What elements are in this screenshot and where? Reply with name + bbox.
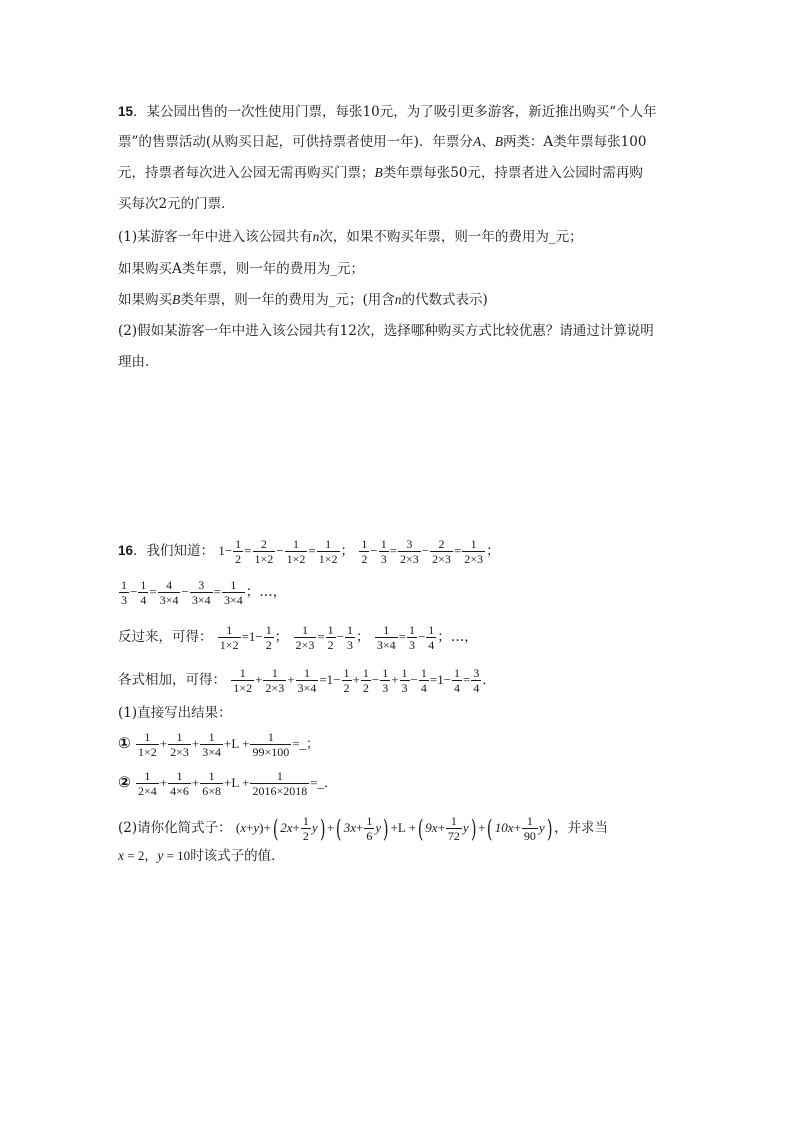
- q16-known-line1: 16．我们知道： 1− $\frac{1}{2}$ = $\frac{2}{1\times 2}$ − $\frac{1}{1\times 2}$ = $\frac{1}{1\times 2}$ ； $\frac{1}{2}$ − $\frac{1}{3}$ = $\frac{3}{2\times 3}$ − $\frac{2}{2\times 3}$ = $\frac{1}{2\times 3}$ ；: [118, 537, 500, 566]
- q15-part1-a: [118, 259, 364, 279]
- fraction: $\frac{1}{90}$: [523, 814, 536, 843]
- fraction: $\frac{1}{3}$: [347, 623, 354, 652]
- q15-text-4: 买每次2元的门票．: [118, 196, 235, 212]
- q16-part2-cond-tail: 时该式子的值．: [190, 848, 285, 864]
- fraction: $\frac{1}{1\times 2}$: [286, 537, 306, 566]
- q16-part2-text: (2)请你化简式子：: [118, 820, 232, 836]
- q16-part1-item1: ① $\frac{1}{1\times 2}$ + $\frac{1}{2\times 3}$ + $\frac{1}{3\times 4}$ +L + $\frac{1}{99\times 100}$ =_；: [118, 730, 320, 759]
- fraction: $\frac{1}{2}$: [343, 666, 350, 695]
- q16-reverse-label: 反过来，可得：: [118, 629, 213, 645]
- var-b: B: [494, 134, 503, 149]
- fraction: $\frac{1}{4}$: [420, 666, 427, 695]
- q15-line3: [118, 163, 643, 183]
- fraction: $\frac{1}{2}$: [327, 623, 334, 652]
- q16-part2-condition: [118, 846, 285, 866]
- fraction: $\frac{1}{3\times 4}$: [376, 623, 396, 652]
- q15-part1-text: (1)某游客一年中进入该公园共有: [118, 229, 313, 245]
- var-n: n: [394, 292, 402, 307]
- ellipsis-symbol: L: [231, 736, 239, 751]
- fraction: $\frac{3}{2\times 3}$: [400, 537, 419, 566]
- separator: ；: [340, 543, 355, 559]
- fraction: $\frac{4}{3\times 4}$: [159, 578, 179, 607]
- fraction: $\frac{1}{3}$: [401, 666, 408, 695]
- fraction: $\frac{1}{1\times 2}$: [219, 623, 239, 652]
- fraction: $\frac{1}{4}$: [428, 623, 435, 652]
- fraction: $\frac{1}{2\times 3}$: [170, 730, 189, 759]
- q15-part1: [118, 227, 583, 247]
- q15-part2-text: (2)假如某游客一年中进入该公园共有12次，选择哪种购买方式比较优惠？请通过计算说明: [118, 323, 654, 339]
- q16-sum-line: 各式相加，可得： $\frac{1}{1\times 2}$ + $\frac{1}{2\times 3}$ + $\frac{1}{3\times 4}$ =1− $\frac{1}{2}$ + $\frac{1}{2}$ − $\frac{1}{3}$ + $\frac{1}{3}$ − $\frac{1}{4}$ =1− $\frac{1}{4}$ = $\frac{3}{4}$ ．: [118, 666, 496, 695]
- fraction: $\frac{1}{3\times 4}$: [223, 578, 243, 607]
- fraction: $\frac{1}{2}$: [235, 537, 242, 566]
- q15-text-3a: 元，持票者每次进入公园无需再购买门票；: [118, 165, 375, 181]
- separator: ；: [486, 543, 500, 559]
- var-b: B: [374, 165, 383, 180]
- var-b: B: [172, 292, 181, 307]
- fraction: $\frac{1}{2\times 3}$: [464, 537, 484, 566]
- q15-text-2: 票”的售票活动(从购买日起，可供持票者使用一年)．年票分: [118, 134, 473, 150]
- fraction: $\frac{1}{3\times 4}$: [297, 666, 317, 695]
- fraction: $\frac{1}{2\times 4}$: [138, 769, 157, 798]
- fraction: $\frac{1}{4\times 6}$: [170, 769, 189, 798]
- q16-sum-label: 各式相加，可得：: [118, 672, 226, 688]
- q15-part1-a-text: 如果购买A类年票，则一年的费用为_元；: [118, 261, 364, 277]
- separator: ；: [437, 629, 451, 645]
- fraction: $\frac{1}{2\times 3}$: [265, 666, 285, 695]
- fraction: $\frac{1}{3\times 4}$: [202, 730, 222, 759]
- fraction: $\frac{1}{4}$: [140, 578, 147, 607]
- cond-y-value: = 10: [163, 848, 191, 863]
- fraction: $\frac{1}{4}$: [454, 666, 461, 695]
- q15-text-1: ．某公园出售的一次性使用门票，每张10元，为了吸引更多游客，新近推出购买“个人年: [133, 104, 657, 120]
- answer-blank: =_；: [292, 736, 320, 751]
- fraction: $\frac{1}{1\times 2}$: [233, 666, 253, 695]
- q15-part2-cont: [118, 352, 159, 372]
- var-n: n: [312, 229, 320, 244]
- circled-number-1: ①: [118, 734, 131, 752]
- fraction: $\frac{1}{99\times 100}$: [252, 730, 290, 759]
- fraction: $\frac{3}{4}$: [473, 666, 480, 695]
- q16-part2-tail: ，并求当: [554, 820, 609, 836]
- q16-part1-text: (1)直接写出结果：: [118, 705, 232, 721]
- q15-part1-b-mid: 类年票，则一年的费用为_元；(用含: [180, 292, 395, 308]
- q16-reverse-line: 反过来，可得： $\frac{1}{1\times 2}$ =1− $\frac{1}{2}$ ； $\frac{1}{2\times 3}$ = $\frac{1}{2}$ − $\frac{1}{3}$ ； $\frac{1}{3\times 4}$ = $\frac{1}{3}$ − $\frac{1}{4}$ ；…，: [118, 623, 478, 652]
- fraction: $\frac{1}{2016\times 2018}$: [252, 769, 308, 798]
- question-number-16: 16: [118, 543, 134, 558]
- q15-text-3b: 类年票每张50元，持票者进入公园时需再购: [382, 165, 643, 181]
- cond-x-value: = 2，: [124, 848, 158, 863]
- fraction: $\frac{1}{2}$: [265, 623, 272, 652]
- ellipsis: …，: [450, 629, 478, 645]
- ellipsis: …，: [259, 584, 287, 600]
- answer-blank: =_．: [310, 775, 338, 790]
- fraction: $\frac{1}{1\times 2}$: [138, 730, 157, 759]
- comma: 、: [481, 134, 495, 150]
- separator: ；: [274, 629, 289, 645]
- fraction: $\frac{1}{2}$: [361, 537, 368, 566]
- ellipsis-symbol: L: [231, 775, 239, 790]
- fraction: $\frac{2}{1\times 2}$: [254, 537, 274, 566]
- ellipsis-symbol: L: [397, 820, 406, 835]
- q15-part1-tail: 次，如果不购买年票，则一年的费用为_元；: [319, 229, 583, 245]
- fraction: $\frac{1}{3}$: [382, 666, 389, 695]
- q16-part2: (2)请你化简式子： (x+y)+( 2x+ $\frac{1}{2}$ y) +( 3x+ $\frac{1}{6}$ y) +L +( 9x+ $\frac{1}{72}$ y) +( 10x+ $\frac{1}{90}$ y) ，并求当: [118, 814, 609, 843]
- var-x: x: [118, 848, 124, 863]
- q16-intro: ．我们知道：: [133, 543, 215, 559]
- q15-part2-tail: 理由．: [118, 354, 159, 370]
- fraction: $\frac{1}{6\times 8}$: [202, 769, 222, 798]
- q16-known-line2: $\frac{1}{3}$ − $\frac{1}{4}$ = $\frac{4}{3\times 4}$ − $\frac{3}{3\times 4}$ = $\frac{1}{3\times 4}$ ；…，: [121, 578, 287, 607]
- var-a: A: [472, 134, 482, 149]
- separator: ；: [356, 629, 370, 645]
- q15-part2: [118, 321, 654, 341]
- q15-line1: [118, 102, 657, 122]
- q15-line2: [118, 132, 646, 152]
- fraction: $\frac{1}{3}$: [121, 578, 127, 607]
- fraction: $\frac{1}{3}$: [380, 537, 387, 566]
- fraction: $\frac{1}{2}$: [362, 666, 369, 695]
- fraction: $\frac{1}{2\times 3}$: [295, 623, 315, 652]
- q15-text-2-tail: 两类：A类年票每张100: [502, 134, 647, 150]
- fraction: $\frac{3}{3\times 4}$: [191, 578, 211, 607]
- separator: ；: [245, 584, 260, 600]
- fraction: $\frac{2}{2\times 3}$: [432, 537, 451, 566]
- fraction: $\frac{1}{72}$: [447, 814, 460, 843]
- question-number-15: 15: [118, 104, 134, 119]
- q15-part1-b: [118, 290, 488, 310]
- q15-line4: [118, 194, 235, 214]
- circled-number-2: ②: [118, 773, 131, 791]
- math-expr: 1−: [218, 543, 233, 558]
- fraction: $\frac{1}{3}$: [408, 623, 415, 652]
- q15-part1-b-text: 如果购买: [118, 292, 172, 308]
- fraction: $\frac{1}{6}$: [366, 814, 373, 843]
- fraction: $\frac{1}{2}$: [302, 814, 309, 843]
- math-expr: (x+y)+: [235, 820, 271, 835]
- q15-part1-b-tail: 的代数式表示): [401, 292, 488, 308]
- var-y: y: [157, 848, 164, 863]
- q16-part1-item2: ② $\frac{1}{2\times 4}$ + $\frac{1}{4\times 6}$ + $\frac{1}{6\times 8}$ +L + $\frac{1}{2016\times 2018}$ =_．: [118, 769, 338, 798]
- q16-part1: [118, 703, 232, 723]
- fraction: $\frac{1}{1\times 2}$: [318, 537, 338, 566]
